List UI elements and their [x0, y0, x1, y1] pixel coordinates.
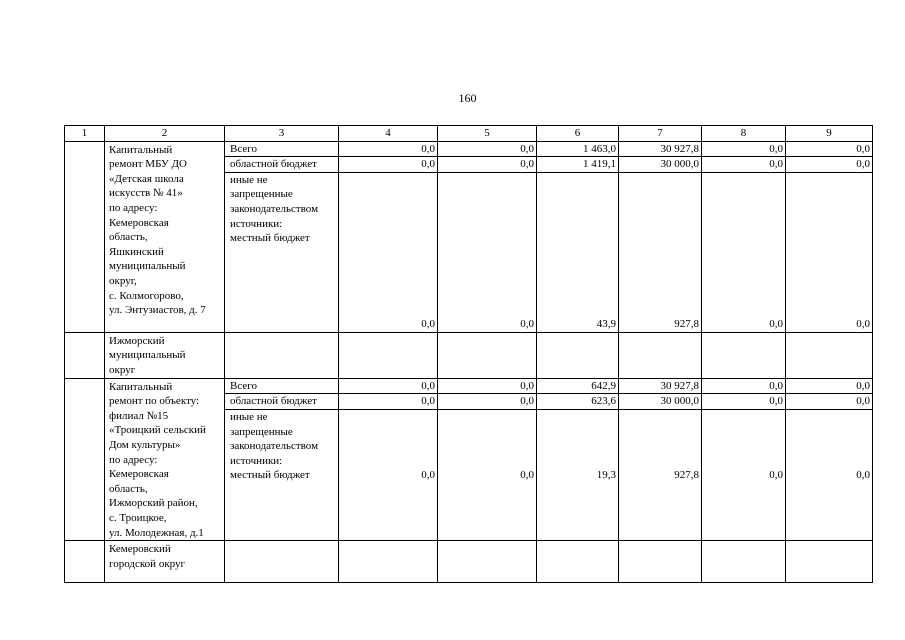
- section-title-line: округ: [109, 363, 136, 376]
- section-title-line: муниципальный: [109, 349, 186, 362]
- section-title-line: городской округ: [109, 557, 186, 570]
- row-index-cell: [65, 332, 105, 378]
- value-cell: 0,0: [339, 157, 438, 173]
- funding-source-line: запрещенные: [230, 188, 293, 201]
- funding-source-cell: Всего: [225, 378, 339, 394]
- column-header: 8: [702, 126, 786, 142]
- value-cell: 0,0: [438, 410, 537, 541]
- object-name-line: Ижморский район,: [109, 497, 198, 510]
- column-header: 5: [438, 126, 537, 142]
- value-cell: 30 000,0: [619, 394, 702, 410]
- object-name-line: ремонт по объекту:: [109, 395, 200, 408]
- empty-cell: [702, 541, 786, 583]
- object-name-line: область,: [109, 482, 148, 495]
- object-name-line: с. Троицкое,: [109, 511, 167, 524]
- empty-cell: [438, 541, 537, 583]
- value-cell: 927,8: [619, 410, 702, 541]
- value-cell: 642,9: [537, 378, 619, 394]
- funding-source-line: местный бюджет: [230, 232, 310, 245]
- row-index-cell: [65, 141, 105, 332]
- funding-source-line: иные не: [230, 411, 268, 423]
- funding-source-line: законодательством: [230, 202, 319, 215]
- value-cell: 0,0: [438, 394, 537, 410]
- empty-cell: [537, 332, 619, 378]
- value-cell: 0,0: [702, 141, 786, 157]
- value-cell: 0,0: [339, 378, 438, 394]
- value-cell: 0,0: [702, 410, 786, 541]
- column-header: 7: [619, 126, 702, 142]
- table-row: [65, 141, 873, 157]
- funding-source-line: источники:: [230, 454, 283, 467]
- column-header: 1: [65, 126, 105, 142]
- object-name-line: Кемеровская: [109, 216, 169, 229]
- value-cell: 1 419,1: [537, 157, 619, 173]
- object-name-line: Капитальный: [109, 380, 173, 393]
- value-cell: 0,0: [702, 172, 786, 332]
- row-index-cell: [65, 378, 105, 541]
- empty-cell: [438, 332, 537, 378]
- section-title-cell: [105, 332, 225, 378]
- row-index-cell: [65, 541, 105, 583]
- value-cell: 0,0: [339, 172, 438, 332]
- value-cell: 0,0: [786, 394, 873, 410]
- column-header: 3: [225, 126, 339, 142]
- empty-cell: [702, 332, 786, 378]
- value-cell: 0,0: [702, 157, 786, 173]
- funding-source-cell: областной бюджет: [225, 157, 339, 173]
- object-name-line: ремонт МБУ ДО: [109, 158, 187, 171]
- funding-source-cell: Всего: [225, 141, 339, 157]
- funding-source-line: иные не: [230, 173, 268, 186]
- funding-source-line: запрещенные: [230, 425, 293, 438]
- object-name-line: ул. Молодежная, д.1: [109, 526, 204, 539]
- value-cell: 0,0: [786, 410, 873, 541]
- empty-cell: [786, 541, 873, 583]
- empty-cell: [619, 332, 702, 378]
- value-cell: 0,0: [786, 141, 873, 157]
- value-cell: 43,9: [537, 172, 619, 332]
- value-cell: 0,0: [438, 141, 537, 157]
- empty-cell: [786, 332, 873, 378]
- object-name-line: филиал №15: [109, 409, 169, 422]
- object-name-line: искусств № 41»: [109, 187, 183, 200]
- column-header: 6: [537, 126, 619, 142]
- funding-source-cell: областной бюджет: [225, 394, 339, 410]
- value-cell: 0,0: [786, 378, 873, 394]
- empty-cell: [339, 541, 438, 583]
- empty-cell: [619, 541, 702, 583]
- empty-cell: [225, 541, 339, 583]
- object-name-line: Кемеровская: [109, 468, 169, 481]
- object-name-line: «Троицкий сельский: [109, 424, 206, 437]
- column-number-row: [65, 126, 873, 142]
- funding-source-cell: [225, 410, 339, 541]
- column-header: 4: [339, 126, 438, 142]
- section-title-cell: [105, 541, 225, 583]
- object-name-line: Дом культуры»: [109, 438, 181, 451]
- value-cell: 927,8: [619, 172, 702, 332]
- object-name-cell: [105, 141, 225, 332]
- empty-cell: [339, 332, 438, 378]
- object-name-line: ул. Энтузиастов, д. 7: [109, 304, 206, 317]
- column-header: 2: [105, 126, 225, 142]
- object-name-line: область,: [109, 231, 148, 244]
- value-cell: 623,6: [537, 394, 619, 410]
- value-cell: 0,0: [702, 394, 786, 410]
- section-row: [65, 332, 873, 378]
- page-number: 160: [458, 91, 477, 105]
- value-cell: 0,0: [438, 172, 537, 332]
- empty-cell: [225, 332, 339, 378]
- column-header: 9: [786, 126, 873, 142]
- object-name-line: с. Колмогорово,: [109, 289, 184, 302]
- value-cell: 19,3: [537, 410, 619, 541]
- funding-source-line: законодательством: [230, 440, 319, 453]
- value-cell: 30 927,8: [619, 141, 702, 157]
- object-name-line: Капитальный: [109, 143, 173, 156]
- section-row: [65, 541, 873, 583]
- value-cell: 30 000,0: [619, 157, 702, 173]
- value-cell: 0,0: [786, 172, 873, 332]
- table-row: [65, 378, 873, 394]
- value-cell: 0,0: [339, 141, 438, 157]
- object-name-line: по адресу:: [109, 453, 158, 466]
- object-name-cell: [105, 378, 225, 541]
- section-title-line: Кемеровский: [109, 543, 171, 556]
- funding-source-line: источники:: [230, 217, 283, 230]
- value-cell: 30 927,8: [619, 378, 702, 394]
- budget-table: [64, 125, 873, 583]
- funding-source-cell: [225, 172, 339, 332]
- value-cell: 0,0: [339, 394, 438, 410]
- value-cell: 0,0: [438, 157, 537, 173]
- object-name-line: округ,: [109, 274, 137, 287]
- value-cell: 0,0: [339, 410, 438, 541]
- value-cell: 1 463,0: [537, 141, 619, 157]
- object-name-line: муниципальный: [109, 260, 186, 273]
- section-title-line: Ижморский: [109, 334, 165, 347]
- object-name-line: «Детская школа: [109, 172, 184, 185]
- value-cell: 0,0: [438, 378, 537, 394]
- empty-cell: [537, 541, 619, 583]
- funding-source-line: местный бюджет: [230, 469, 310, 482]
- object-name-line: Яшкинский: [109, 245, 164, 258]
- value-cell: 0,0: [702, 378, 786, 394]
- value-cell: 0,0: [786, 157, 873, 173]
- object-name-line: по адресу:: [109, 201, 158, 214]
